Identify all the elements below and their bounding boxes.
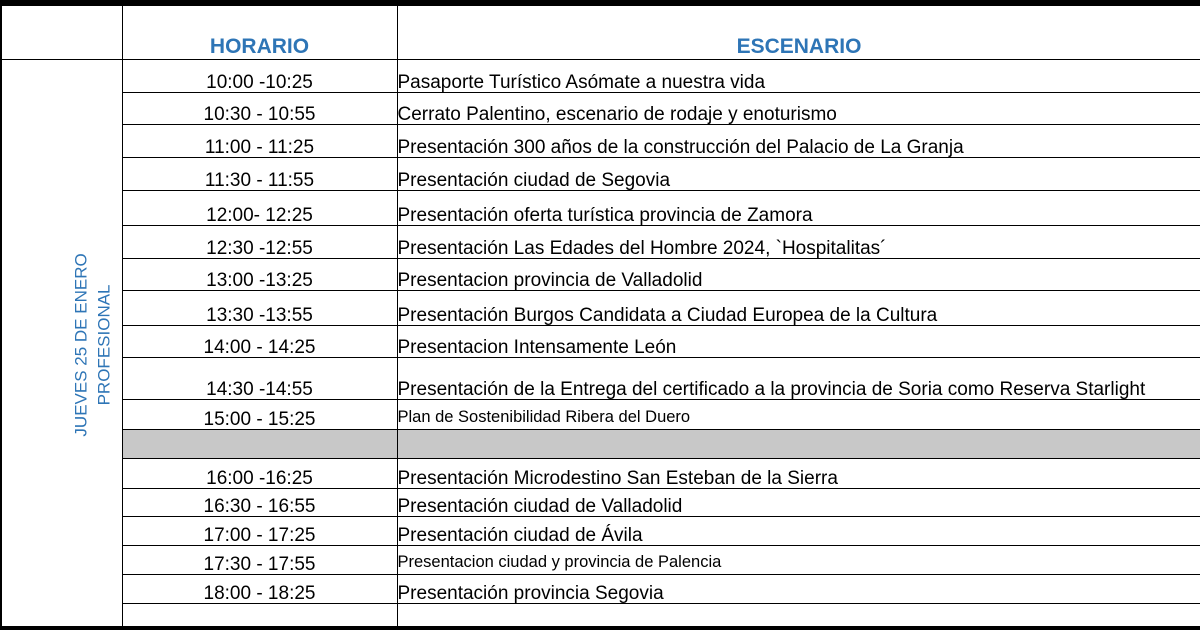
schedule-row	[1, 575, 1200, 604]
time-cell: 14:30 -14:55	[122, 358, 397, 400]
presentation-cell: Presentación ciudad de Valladolid	[397, 489, 1200, 517]
day-label-date: JUEVES 25 DE ENERO	[71, 252, 91, 437]
time-cell: 10:00 -10:25	[122, 60, 397, 93]
time-cell: 10:30 - 10:55	[122, 93, 397, 125]
schedule-row	[1, 93, 1200, 125]
time-cell: 11:00 - 11:25	[122, 125, 397, 158]
schedule-row	[1, 358, 1200, 400]
time-cell: 17:30 - 17:55	[122, 546, 397, 575]
schedule-row	[1, 191, 1200, 226]
presentation-cell	[397, 604, 1200, 630]
time-cell	[122, 430, 397, 459]
presentation-cell: Cerrato Palentino, escenario de rodaje y enoturismo	[397, 93, 1200, 125]
time-cell: 13:30 -13:55	[122, 291, 397, 326]
time-cell: 13:00 -13:25	[122, 259, 397, 291]
presentation-cell	[397, 430, 1200, 459]
header-time: HORARIO	[122, 6, 397, 60]
presentation-cell: Presentación Burgos Candidata a Ciudad Europea de la Cultura	[397, 291, 1200, 326]
time-cell: 15:00 - 15:25	[122, 400, 397, 430]
presentation-cell: Presentacion Intensamente León	[397, 326, 1200, 358]
presentation-cell: Presentación provincia Segovia	[397, 575, 1200, 604]
presentation-cell: Presentación ciudad de Ávila	[397, 517, 1200, 546]
schedule-row	[1, 459, 1200, 489]
presentation-cell: Presentacion provincia de Valladolid	[397, 259, 1200, 291]
schedule-row	[1, 517, 1200, 546]
schedule-row	[1, 259, 1200, 291]
presentation-cell: Presentación ciudad de Segovia	[397, 158, 1200, 191]
presentation-cell: Presentación Microdestino San Esteban de la Sierra	[397, 459, 1200, 489]
presentation-cell: Plan de Sostenibilidad Ribera del Duero	[397, 400, 1200, 430]
schedule-row	[1, 326, 1200, 358]
day-label	[71, 253, 117, 436]
time-cell: 12:00- 12:25	[122, 191, 397, 226]
time-cell: 14:00 - 14:25	[122, 326, 397, 358]
schedule-row	[1, 604, 1200, 630]
presentation-cell: Presentación oferta turística provincia de Zamora	[397, 191, 1200, 226]
schedule-table	[0, 5, 1200, 630]
schedule-row	[1, 291, 1200, 326]
day-label-type: PROFESIONAL	[94, 284, 114, 405]
schedule-row	[1, 400, 1200, 430]
schedule-row	[1, 489, 1200, 517]
presentation-cell: Presentación de la Entrega del certificado a la provincia de Soria como Reserva Starlight	[397, 358, 1200, 400]
time-cell: 11:30 - 11:55	[122, 158, 397, 191]
presentation-cell: Presentación Las Edades del Hombre 2024, `Hospitalitas´	[397, 226, 1200, 259]
time-cell: 16:30 - 16:55	[122, 489, 397, 517]
time-cell	[122, 604, 397, 630]
header-row	[1, 6, 1200, 60]
header-corner-cell	[1, 6, 122, 60]
time-cell: 17:00 - 17:25	[122, 517, 397, 546]
schedule-row	[1, 158, 1200, 191]
schedule-row	[1, 546, 1200, 575]
time-cell: 18:00 - 18:25	[122, 575, 397, 604]
schedule-row	[1, 125, 1200, 158]
presentation-cell: Presentación 300 años de la construcción del Palacio de La Granja	[397, 125, 1200, 158]
break-row	[1, 430, 1200, 459]
schedule-row	[1, 226, 1200, 259]
schedule-row	[1, 60, 1200, 93]
presentation-cell: Presentacion ciudad y provincia de Palencia	[397, 546, 1200, 575]
presentation-cell: Pasaporte Turístico Asómate a nuestra vida	[397, 60, 1200, 93]
time-cell: 16:00 -16:25	[122, 459, 397, 489]
day-cell	[1, 60, 122, 630]
time-cell: 12:30 -12:55	[122, 226, 397, 259]
header-stage: ESCENARIO	[397, 6, 1200, 60]
